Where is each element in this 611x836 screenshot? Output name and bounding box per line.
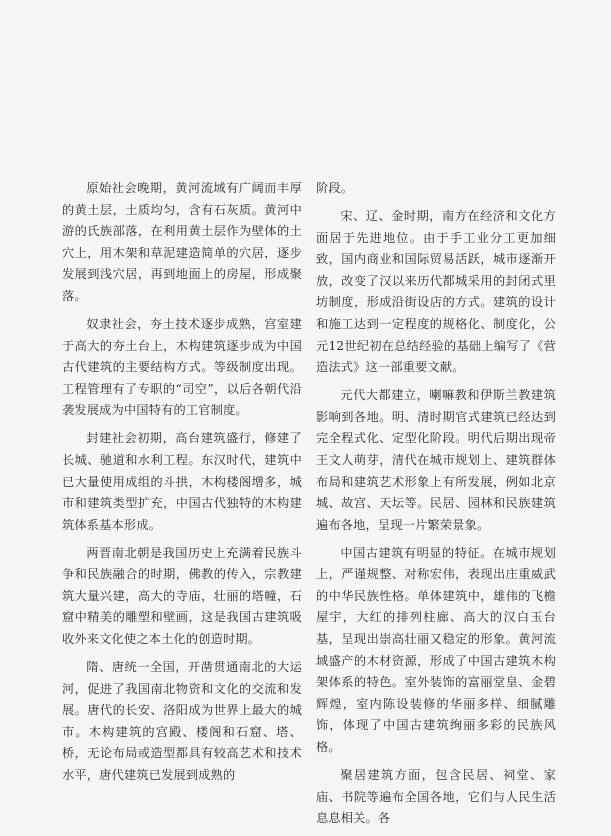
paragraph-jin-southern-northern: 两晋南北朝是我国历史上充满着民族斗争和民族融合的时期，佛教的传入，宗教建筑大量兴建，高大的寺庙，壮丽的塔幢，石窟中精美的雕塑和壁画，这是我国古建筑吸收外来文化使之本土化的创造时期。 xyxy=(62,545,302,647)
right-text-column xyxy=(316,178,556,836)
paragraph-continuation: 阶段。 xyxy=(316,181,354,195)
paragraph-yuan-ming-qing: 元代大都建立，喇嘛教和伊斯兰教建筑影响到各地。明、清时期官式建筑已经达到完全程式化、定型化阶段。明代后期出现帝王文人萌芽，清代在城市规划上、建筑群体布局和建筑艺术形象上有所发展，例如北京城、故宫、天坛等。民居、园林和民族建筑遍布各地，呈现一片繁荣景象。 xyxy=(316,388,556,532)
paragraph-residential: 聚居建筑方面，包含民居、祠堂、家庙、书院等遍布全国各地，它们与人民生活息息相关。各 xyxy=(316,768,556,826)
paragraph-slave-society: 奴隶社会，夯土技术逐步成熟，宫室建于高大的夯土台上，木构建筑逐步成为中国古代建筑的主要结构方式。等级制度出现。工程管理有了专职的“司空”，以后各朝代沿袭发展成为中国特有的工官制度。 xyxy=(62,316,302,418)
paragraph-sui-tang: 隋、唐统一全国，开凿贯通南北的大运河，促进了我国南北物资和文化的交流和发展。唐代的长安、洛阳成为世界上最大的城市。木构建筑的宫殿、楼阁和石窟、塔、桥，无论布局或造型都具有较高艺术和技术水平，唐代建筑已发展到成熟的 xyxy=(62,660,302,782)
paragraph-characteristics: 中国古建筑有明显的特征。在城市规划上，严谨规整、对称宏伟，表现出庄重威武的中华民族性格。单体建筑中，雄伟的飞檐屋宇，大红的排列柱廊、高大的汉白玉台基，呈现出崇高壮丽又稳定的形象。黄河流域盛产的木材资源，形成了中国古建筑木构架体系的特色。室外装饰的富丽堂皇、金碧辉煌，室内陈设装修的华丽多样、细腻雕饰，体现了中国古建筑绚丽多彩的民族风格。 xyxy=(316,545,556,755)
paragraph-song-liao-jin: 宋、辽、金时期，南方在经济和文化方面居于先进地位。由于手工业分工更加细致，国内商业和国际贸易活跃，城市逐渐开放，改变了汉以来历代都城采用的封闭式里坊制度，形成沿街设店的方式。建筑的设计和施工达到一定程度的规格化、制度化，公元12世纪初在总结经验的基础上编写了《营造法式》这一部重要文献。 xyxy=(316,208,556,375)
left-text-column xyxy=(62,178,302,793)
paragraph-primitive-society: 原始社会晚期，黄河流域有广阔而丰厚的黄土层，土质均匀，含有石灰质。黄河中游的氏族部落，在利用黄土层作为壁体的土穴上，用木架和草泥建造简单的穴居，逐步发展到浅穴居，再到地面上的房屋，形成聚落。 xyxy=(62,181,302,303)
paragraph-early-feudal: 封建社会初期，高台建筑盛行，修建了长城、驰道和水利工程。东汉时代，建筑中已大量使用成组的斗拱，木构楼阁增多，城市和建筑类型扩充，中国古代独特的木构建筑体系基本形成。 xyxy=(62,431,302,532)
